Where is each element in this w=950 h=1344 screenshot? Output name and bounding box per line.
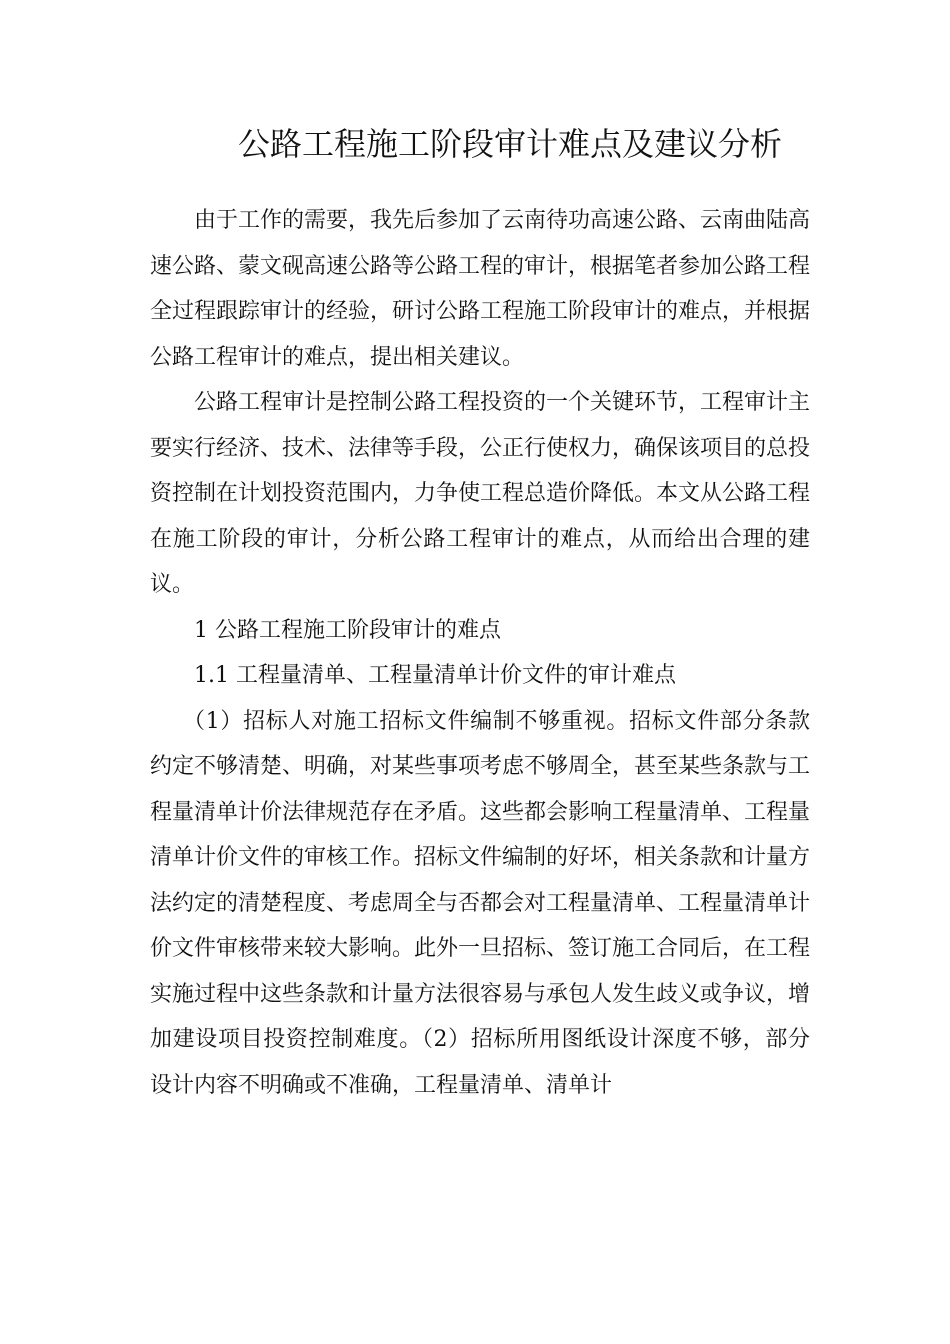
section-heading-1-1: 1.1 工程量清单、工程量清单计价文件的审计难点: [194, 663, 676, 688]
document-title: 公路工程施工阶段审计难点及建议分析: [237, 125, 782, 163]
document-body: [150, 198, 810, 1108]
paragraph-intro: 由于工作的需要，我先后参加了云南待功高速公路、云南曲陆高速公路、蒙文砚高速公路等公路工程的审计，根据笔者参加公路工程全过程跟踪审计的经验，研讨公路工程施工阶段审计的难点，并根据公路工程审计的难点，提出相关建议。: [150, 208, 811, 370]
section-heading-1: 1 公路工程施工阶段审计的难点: [194, 617, 501, 643]
paragraph-audit-overview: 公路工程审计是控制公路工程投资的一个关键环节，工程审计主要实行经济、技术、法律等手段，公正行使权力，确保该项目的总投资控制在计划投资范围内，力争使工程总造价降低。本文从公路工程在施工阶段的审计，分析公路工程审计的难点，从而给出合理的建议。: [150, 390, 811, 597]
paragraph-difficulty-items: （1）招标人对施工招标文件编制不够重视。招标文件部分条款约定不够清楚、明确，对某些事项考虑不够周全，甚至某些条款与工程量清单计价法律规范存在矛盾。这些都会影响工程量清单、工程量清单计价文件的审核工作。招标文件编制的好坏，相关条款和计量方法约定的清楚程度、考虑周全与否都会对工程量清单、工程量清单计价文件审核带来较大影响。此外一旦招标、签订施工合同后，在工程实施过程中这些条款和计量方法很容易与承包人发生歧义或争议，增加建设项目投资控制难度。（2）招标所用图纸设计深度不够，部分设计内容不明确或不准确，工程量清单、清单计: [150, 708, 811, 1098]
